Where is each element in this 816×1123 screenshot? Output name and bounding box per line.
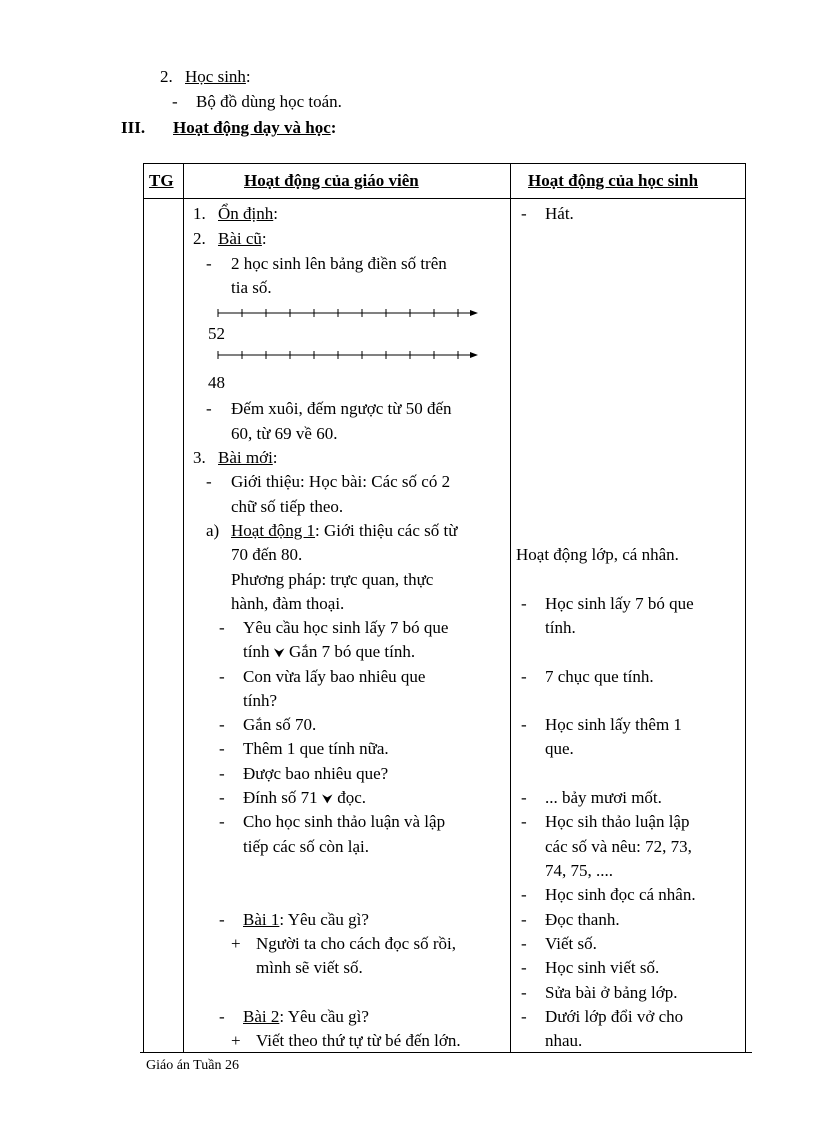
student-s6-dash: - — [521, 788, 527, 807]
student-s7b: các số và nêu: 72, 73, — [545, 837, 692, 856]
number-line-2 — [216, 349, 480, 361]
teacher-l15a: Cho học sinh thảo luận và lập — [243, 812, 446, 831]
student-s3b: tính. — [545, 618, 576, 637]
teacher-l8a: Phương pháp: trực quan, thực — [231, 570, 434, 589]
number-line-2-label: 48 — [208, 373, 225, 392]
teacher-l14-post: đọc. — [337, 788, 366, 807]
teacher-l4b: 60, từ 69 về 60. — [231, 424, 338, 443]
teacher-l18-dash: - — [219, 1007, 225, 1026]
student-s5-dash: - — [521, 715, 527, 734]
teacher-l4a: Đếm xuôi, đếm ngược từ 50 đến — [231, 399, 452, 418]
teacher-l17a: Người ta cho cách đọc số rồi, — [256, 934, 456, 953]
teacher-l15-dash: - — [219, 812, 225, 831]
table-header-bottom-border — [143, 198, 746, 199]
table-top-border — [143, 163, 746, 164]
student-s7a: Học sih thảo luận lập — [545, 812, 690, 831]
section3-colon: : — [330, 118, 337, 137]
teacher-l1 — [218, 203, 278, 225]
bai-1-title: Bài 1 — [243, 910, 280, 929]
student-s1: Hát. — [545, 204, 574, 223]
item2-dash: - — [172, 92, 178, 111]
teacher-l9b-pre: tính — [243, 642, 270, 661]
bai-2-text: : Yêu cầu gì? — [279, 1007, 369, 1026]
teacher-l11: Gắn số 70. — [243, 715, 317, 734]
bai-2-title: Bài 2 — [243, 1007, 280, 1026]
teacher-l10-dash: - — [219, 667, 225, 686]
section3-title: Hoạt động dạy và học — [173, 118, 331, 137]
bai-moi-title: Bài mới — [218, 448, 273, 467]
student-s3-dash: - — [521, 594, 527, 613]
teacher-l1-num: 1. — [193, 204, 206, 223]
col-header-teacher: Hoạt động của giáo viên — [244, 171, 419, 190]
col-header-tg: TG — [149, 171, 174, 190]
teacher-l14-pre: Đính số 71 — [243, 788, 318, 807]
teacher-l3a: 2 học sinh lên bảng điền số trên — [231, 254, 447, 273]
on-dinh-title: Ổn định — [218, 204, 274, 223]
footer-text: Giáo án Tuần 26 — [146, 1058, 239, 1073]
student-s13a: Dưới lớp đổi vở cho — [545, 1007, 684, 1026]
student-s10-dash: - — [521, 934, 527, 953]
student-s10: Viết số. — [545, 934, 597, 953]
item2-colon: : — [245, 67, 251, 86]
teacher-l19-plus: + — [231, 1031, 241, 1050]
student-s3a: Học sinh lấy 7 bó que — [545, 594, 694, 613]
arrow-icon: ⮟ — [273, 646, 285, 661]
teacher-l4-dash: - — [206, 399, 212, 418]
teacher-l6a: Giới thiệu: Học bài: Các số có 2 — [231, 472, 451, 491]
table-divider-1 — [183, 163, 184, 1052]
student-s5b: que. — [545, 739, 574, 758]
teacher-l17b: mình sẽ viết số. — [256, 958, 363, 977]
teacher-l8b: hành, đàm thoại. — [231, 594, 345, 613]
teacher-l17-plus: + — [231, 934, 241, 953]
teacher-l16 — [243, 909, 369, 931]
teacher-l12-dash: - — [219, 739, 225, 758]
teacher-l10b: tính? — [243, 691, 277, 710]
student-s13-dash: - — [521, 1007, 527, 1026]
item2-text: Bộ đồ dùng học toán. — [196, 92, 342, 111]
teacher-l19: Viết theo thứ tự từ bé đến lớn. — [256, 1031, 461, 1050]
teacher-l7b: 70 đến 80. — [231, 545, 303, 564]
section3-heading — [173, 117, 336, 139]
student-s9: Đọc thanh. — [545, 910, 620, 929]
number-line-1 — [216, 307, 480, 319]
teacher-l14 — [243, 787, 366, 811]
student-s12: Sửa bài ở bảng lớp. — [545, 983, 678, 1002]
student-s13b: nhau. — [545, 1031, 583, 1050]
bai-cu-colon: : — [261, 229, 267, 248]
student-s8-dash: - — [521, 885, 527, 904]
section3-number: III. — [121, 118, 146, 137]
student-s2: Hoạt động lớp, cá nhân. — [516, 545, 679, 564]
table-left-border — [143, 163, 144, 1052]
arrow-icon: ⮟ — [321, 792, 333, 807]
student-s6: ... bảy mươi mốt. — [545, 788, 662, 807]
teacher-l9b-post: Gắn 7 bó que tính. — [289, 642, 416, 661]
teacher-l6-dash: - — [206, 472, 212, 491]
teacher-l18 — [243, 1006, 369, 1028]
bai-1-text: : Yêu cầu gì? — [279, 910, 369, 929]
teacher-l3-dash: - — [206, 254, 212, 273]
student-s1-dash: - — [521, 204, 527, 223]
student-s12-dash: - — [521, 983, 527, 1002]
teacher-l7 — [231, 520, 457, 542]
teacher-l3b: tia số. — [231, 278, 272, 297]
teacher-l7-num: a) — [206, 521, 220, 540]
item2-number: 2. — [160, 67, 173, 86]
teacher-l6b: chữ số tiếp theo. — [231, 497, 344, 516]
student-s4: 7 chục que tính. — [545, 667, 654, 686]
teacher-l2 — [218, 228, 267, 250]
teacher-l9b — [243, 641, 415, 665]
teacher-l12: Thêm 1 que tính nữa. — [243, 739, 389, 758]
student-s4-dash: - — [521, 667, 527, 686]
teacher-l9a: Yêu cầu học sinh lấy 7 bó que — [243, 618, 449, 637]
teacher-l16-dash: - — [219, 910, 225, 929]
teacher-l2-num: 2. — [193, 229, 206, 248]
teacher-l10a: Con vừa lấy bao nhiêu que — [243, 667, 426, 686]
teacher-l13: Được bao nhiêu que? — [243, 764, 389, 783]
teacher-l9-dash: - — [219, 618, 225, 637]
item2-heading — [185, 66, 251, 88]
number-line-1-label: 52 — [208, 324, 225, 343]
hoat-dong-1-title: Hoạt động 1 — [231, 521, 316, 540]
student-s11-dash: - — [521, 958, 527, 977]
bai-cu-title: Bài cũ — [218, 229, 262, 248]
on-dinh-colon: : — [273, 204, 278, 223]
teacher-l13-dash: - — [219, 764, 225, 783]
hoat-dong-1-text: : Giới thiệu các số từ — [315, 521, 458, 540]
student-s7c: 74, 75, .... — [545, 861, 613, 880]
col-header-student: Hoạt động của học sinh — [528, 171, 699, 190]
teacher-l11-dash: - — [219, 715, 225, 734]
item2-title: Học sinh — [185, 67, 246, 86]
student-s8: Học sinh đọc cá nhân. — [545, 885, 696, 904]
table-divider-2 — [510, 163, 511, 1052]
teacher-l5 — [218, 447, 278, 469]
table-right-border — [745, 163, 746, 1052]
teacher-l14-dash: - — [219, 788, 225, 807]
student-s5a: Học sinh lấy thêm 1 — [545, 715, 682, 734]
teacher-l5-num: 3. — [193, 448, 206, 467]
student-s11: Học sinh viết số. — [545, 958, 660, 977]
bai-moi-colon: : — [272, 448, 278, 467]
footer-rule — [140, 1052, 752, 1053]
student-s9-dash: - — [521, 910, 527, 929]
student-s7-dash: - — [521, 812, 527, 831]
teacher-l15b: tiếp các số còn lại. — [243, 837, 370, 856]
